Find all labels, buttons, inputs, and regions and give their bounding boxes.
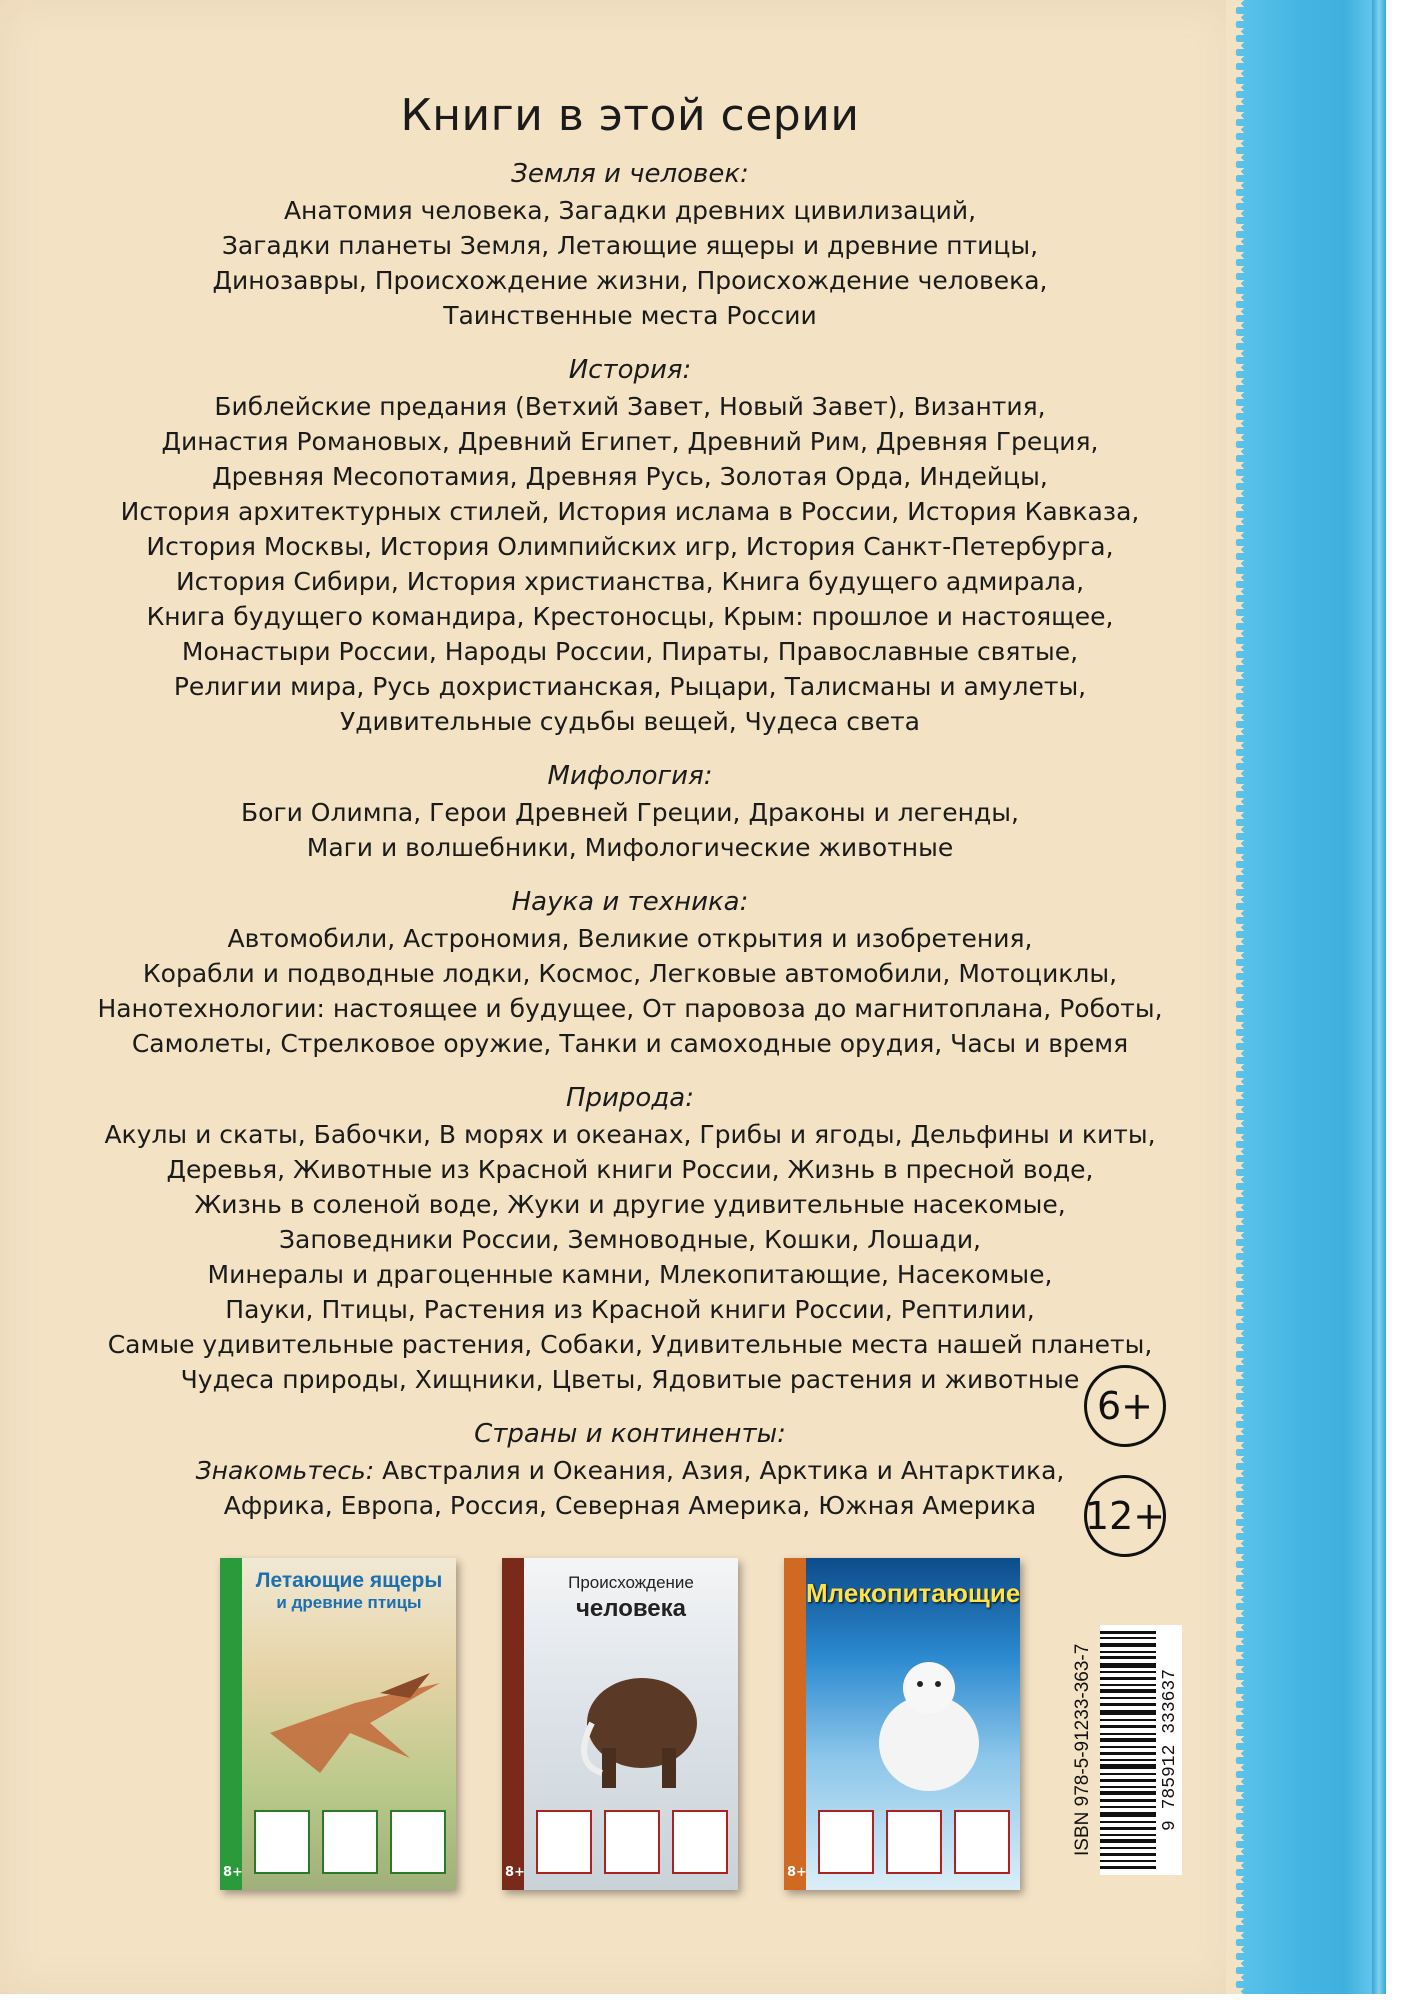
section-heading: Земля и человек: bbox=[511, 159, 749, 189]
book-thumbnails bbox=[536, 1810, 728, 1876]
section-countries bbox=[90, 1419, 1170, 1523]
section-heading: Природа: bbox=[565, 1083, 695, 1113]
book-title-line: и древние птицы bbox=[276, 1593, 422, 1612]
section-science bbox=[90, 887, 1170, 1061]
thumbnail bbox=[604, 1810, 660, 1874]
book-edge bbox=[1372, 0, 1386, 1994]
section-line: Автомобили, Астрономия, Великие открытия и изобретения, bbox=[227, 924, 1033, 953]
book-title bbox=[242, 1570, 456, 1614]
age-badge-6: 6+ bbox=[1084, 1365, 1166, 1447]
section-line: История Сибири, История христианства, Книга будущего адмирала, bbox=[175, 567, 1085, 596]
section-line: Минералы и драгоценные камни, Млекопитающие, Насекомые, bbox=[207, 1260, 1053, 1289]
section-line: Маги и волшебники, Мифологические животные bbox=[306, 833, 954, 862]
book-age: 8+ bbox=[505, 1865, 525, 1880]
section-line: Деревья, Животные из Красной книги России, Жизнь в пресной воде, bbox=[166, 1155, 1094, 1184]
section-line: Библейские предания (Ветхий Завет, Новый Завет), Византия, bbox=[214, 392, 1046, 421]
section-line: Загадки планеты Земля, Летающие ящеры и древние птицы, bbox=[221, 231, 1039, 260]
mammoth-illustration bbox=[562, 1653, 722, 1793]
section-line: Анатомия человека, Загадки древних цивилизаций, bbox=[283, 196, 977, 225]
pterosaur-illustration bbox=[260, 1663, 450, 1783]
book-spine bbox=[220, 1558, 242, 1890]
book-title-line: Млекопитающие bbox=[806, 1578, 1020, 1608]
section-earth-and-man bbox=[90, 159, 1170, 333]
section-heading: Страны и континенты: bbox=[474, 1419, 786, 1449]
age-badge-12: 12+ bbox=[1084, 1475, 1166, 1557]
book-thumbnails bbox=[818, 1810, 1010, 1876]
section-line-text: Австралия и Океания, Азия, Арктика и Антарктика, bbox=[374, 1456, 1065, 1485]
thumbnail bbox=[818, 1810, 874, 1874]
section-line: Африка, Европа, Россия, Северная Америка, Южная Америка bbox=[223, 1491, 1037, 1520]
section-line: Акулы и скаты, Бабочки, В морях и океанах, Грибы и ягоды, Дельфины и киты, bbox=[104, 1120, 1156, 1149]
section-line: Таинственные места России bbox=[443, 301, 817, 330]
section-line: История Москвы, История Олимпийских игр, История Санкт-Петербурга, bbox=[146, 532, 1114, 561]
section-line: Пауки, Птицы, Растения из Красной книги России, Рептилии, bbox=[225, 1295, 1035, 1324]
thumbnail bbox=[390, 1810, 446, 1874]
section-nature bbox=[90, 1083, 1170, 1397]
book-title bbox=[806, 1578, 1020, 1609]
section-line: Удивительные судьбы вещей, Чудеса света bbox=[339, 707, 921, 736]
section-line: Книга будущего командира, Крестоносцы, Крым: прошлое и настоящее, bbox=[146, 602, 1114, 631]
thumbnail bbox=[672, 1810, 728, 1874]
section-line: Нанотехнологии: настоящее и будущее, От паровоза до магнитоплана, Роботы, bbox=[97, 994, 1163, 1023]
section-line: Боги Олимпа, Герои Древней Греции, Драконы и легенды, bbox=[241, 798, 1019, 827]
section-line: Заповедники России, Земноводные, Кошки, Лошади, bbox=[278, 1225, 982, 1254]
book-title-line: человека bbox=[575, 1595, 686, 1622]
isbn-label: ISBN 978-5-91233-363-7 bbox=[1072, 1643, 1093, 1857]
spine-band bbox=[1236, 0, 1372, 1994]
section-heading: Мифология: bbox=[547, 761, 713, 791]
thumbnail bbox=[536, 1810, 592, 1874]
section-line: Монастыри России, Народы России, Пираты, Православные святые, bbox=[181, 637, 1079, 666]
book-cover-human-origins bbox=[502, 1558, 738, 1890]
book-title-line: Летающие ящеры bbox=[255, 1569, 443, 1592]
book-title bbox=[524, 1570, 738, 1622]
section-line: Жизнь в соленой воде, Жуки и другие удивительные насекомые, bbox=[194, 1190, 1066, 1219]
series-list bbox=[90, 80, 1170, 1545]
section-mythology bbox=[90, 761, 1170, 865]
section-line: Династия Романовых, Древний Египет, Древний Рим, Древняя Греция, bbox=[161, 427, 1099, 456]
thumbnail bbox=[886, 1810, 942, 1874]
section-heading: История: bbox=[568, 355, 692, 385]
section-line: Религии мира, Русь дохристианская, Рыцари, Талисманы и амулеты, bbox=[173, 672, 1087, 701]
barcode-digits: 9 785912 333637 bbox=[1160, 1625, 1182, 1875]
book-cover-mammals bbox=[784, 1558, 1020, 1890]
thumbnail bbox=[254, 1810, 310, 1874]
book-age: 8+ bbox=[223, 1865, 243, 1880]
section-line bbox=[90, 1453, 1170, 1488]
section-heading: Наука и техника: bbox=[511, 887, 749, 917]
zigzag-border bbox=[1226, 0, 1248, 1994]
thumbnail bbox=[954, 1810, 1010, 1874]
section-line: Корабли и подводные лодки, Космос, Легковые автомобили, Мотоциклы, bbox=[142, 959, 1118, 988]
book-thumbnails bbox=[254, 1810, 446, 1876]
section-line: История архитектурных стилей, История ислама в России, История Кавказа, bbox=[120, 497, 1140, 526]
section-line: Динозавры, Происхождение жизни, Происхождение человека, bbox=[212, 266, 1048, 295]
section-history bbox=[90, 355, 1170, 739]
section-line: Чудеса природы, Хищники, Цветы, Ядовитые растения и животные bbox=[180, 1365, 1080, 1394]
section-lead: Знакомьтесь: bbox=[195, 1456, 375, 1485]
book-age: 8+ bbox=[787, 1865, 807, 1880]
book-cover-flying-reptiles bbox=[220, 1558, 456, 1890]
thumbnail bbox=[322, 1810, 378, 1874]
section-line: Самые удивительные растения, Собаки, Удивительные места нашей планеты, bbox=[107, 1330, 1153, 1359]
section-line: Древняя Месопотамия, Древняя Русь, Золотая Орда, Индейцы, bbox=[212, 462, 1048, 491]
book-spine bbox=[784, 1558, 806, 1890]
book-spine bbox=[502, 1558, 524, 1890]
polar-bear-illustration bbox=[854, 1648, 1004, 1798]
page-title: Книги в этой серии bbox=[400, 90, 860, 141]
section-line: Самолеты, Стрелковое оружие, Танки и самоходные орудия, Часы и время bbox=[131, 1029, 1129, 1058]
book-title-line: Происхождение bbox=[568, 1573, 694, 1592]
